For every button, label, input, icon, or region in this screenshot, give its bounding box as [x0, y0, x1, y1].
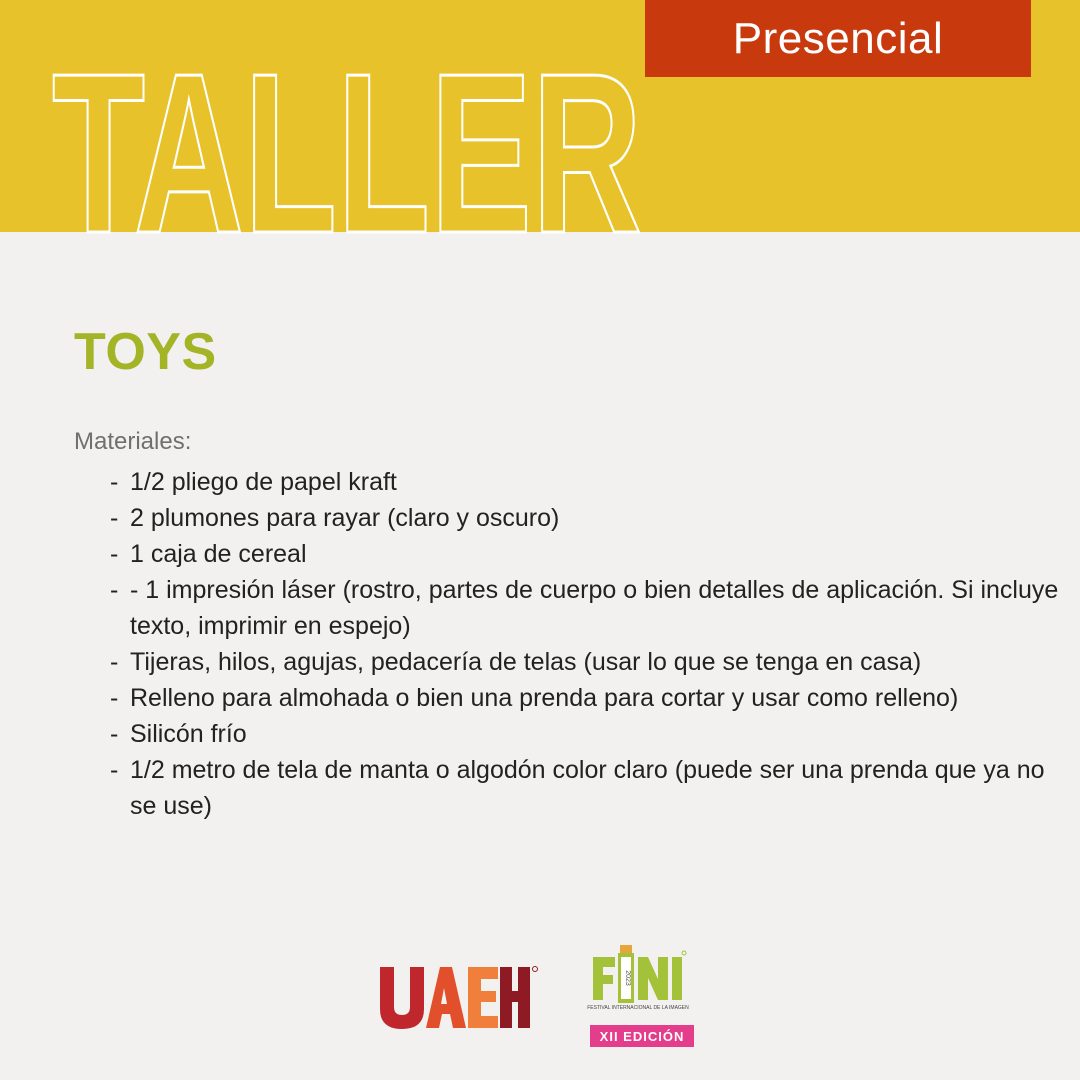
sponsor-logos	[378, 945, 708, 1055]
materials-heading: Materiales:	[74, 428, 192, 455]
list-item: - - 1 impresión láser (rostro, partes de cuerpo o bien detalles de aplicación. Si incluye texto, imprimir en espejo)	[110, 576, 1059, 640]
list-item: - 1/2 metro de tela de manta o algodón color claro (puede ser una prenda que ya no se use)	[110, 756, 1045, 820]
list-item: - 2 plumones para rayar (claro y oscuro)	[110, 504, 560, 532]
list-item: - 1/2 pliego de papel kraft	[110, 468, 397, 496]
svg-text:FESTIVAL INTERNACIONAL DE LA I: FESTIVAL INTERNACIONAL DE LA IMAGEN	[587, 1005, 689, 1011]
materials-list	[110, 464, 1060, 824]
modality-label: Presencial	[732, 13, 944, 63]
list-item: - Tijeras, hilos, agujas, pedacería de telas (usar lo que se tenga en casa)	[110, 648, 922, 676]
list-item: - 1 caja de cereal	[110, 540, 307, 568]
svg-text:2023: 2023	[624, 970, 631, 986]
list-item: - Silicón frío	[110, 720, 247, 748]
svg-text:UAEH: UAEH	[378, 965, 381, 966]
list-item: - Relleno para almohada o bien una prenda para cortar y usar como relleno)	[110, 684, 959, 712]
uaeh-logo	[378, 965, 538, 1030]
edition-badge: XII EDICIÓN	[590, 1025, 694, 1047]
fini-logo	[583, 945, 703, 1025]
workshop-title: TOYS	[74, 323, 217, 381]
svg-text:FINI: FINI	[583, 945, 585, 946]
header-outline-word	[52, 60, 752, 250]
header-word: TALLER	[52, 60, 642, 250]
